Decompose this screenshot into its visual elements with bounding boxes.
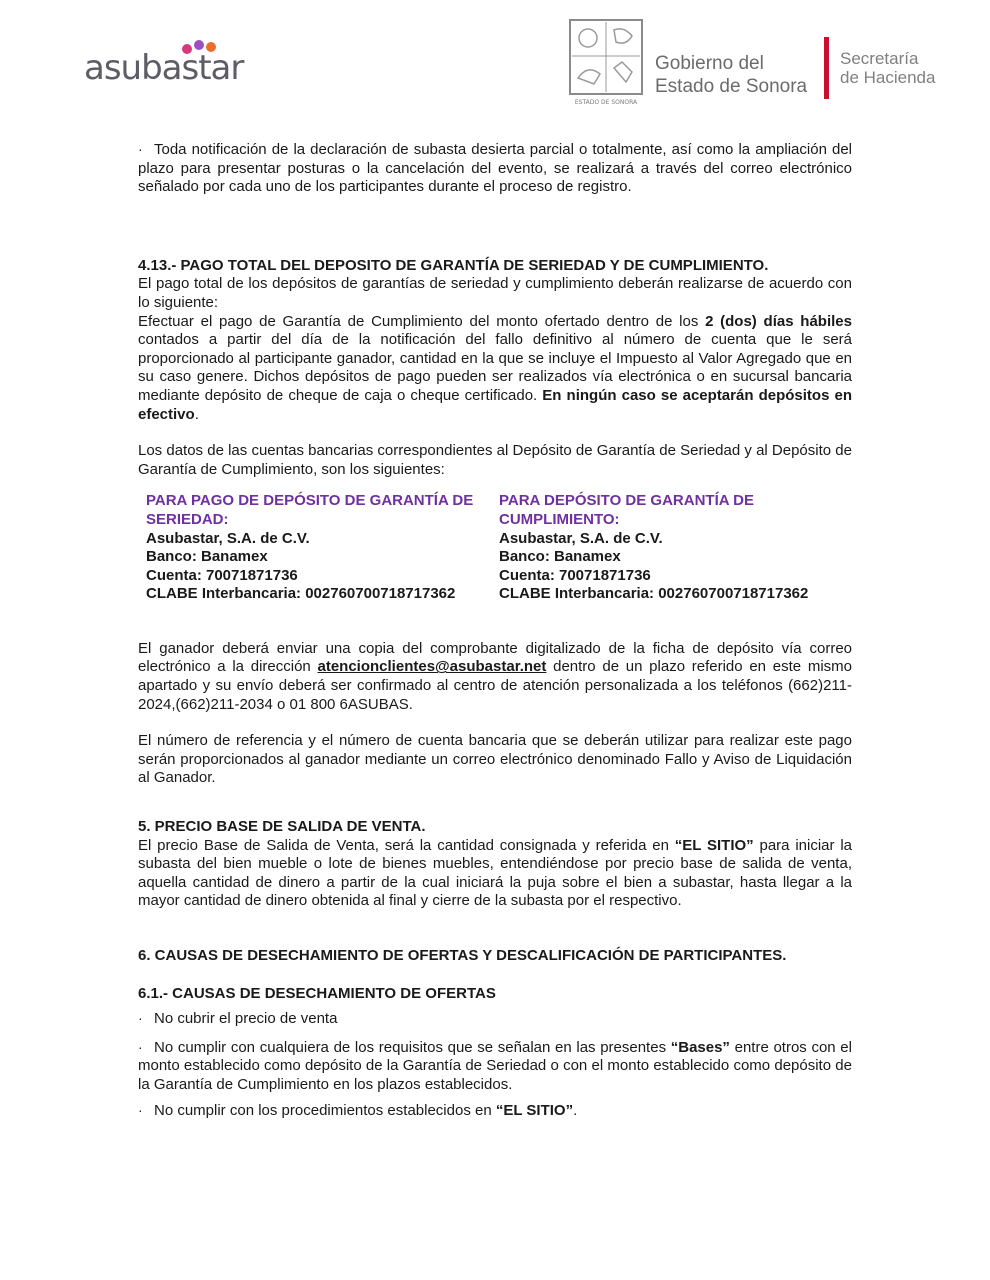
logo-text: asubastar xyxy=(84,48,244,88)
section-4-13-p2: Efectuar el pago de Garantía de Cumplimiento del monto ofertado dentro de los 2 (dos) días hábiles contados a partir del día de la notificación del fallo definitivo al número de cuenta que le será proporcionado al participante ganador, cantidad en la que se incluye el Impuesto al Valor Agregado que en su caso genere. Dichos depósitos de pago pueden ser realizados vía electrónica o en sucursal bancaria mediante depósito de cheque de caja o cheque certificado. En ningún caso se aceptarán depósitos en efectivo. xyxy=(138,312,852,423)
account-seriedad-name: Asubastar, S.A. de C.V. xyxy=(146,529,310,547)
bullet-glyph: · xyxy=(138,141,143,157)
section-4-13-p3: Los datos de las cuentas bancarias correspondientes al Depósito de Garantía de Seriedad y al Depósito de Garantía de Cumplimiento, son los siguientes: xyxy=(138,442,852,478)
sonora-seal-icon xyxy=(568,18,644,106)
section-4-13-p5: El número de referencia y el número de cuenta bancaria que se deberán utilizar para realizar este pago serán proporcionados al ganador mediante un correo electrónico denominado Fallo y Aviso de Liquidación al Ganador. xyxy=(138,732,852,787)
notification-bullet: · Toda notificación de la declaración de subasta desierta parcial o totalmente, así como la ampliación del plazo para presentar posturas o la cancelación del evento, se realizará a través del correo electrónico señalado por cada uno de los participantes durante el proceso de registro. xyxy=(138,141,852,196)
page-header xyxy=(0,0,990,120)
account-cumplimiento-number: Cuenta: 70071871736 xyxy=(499,566,651,584)
section-6-heading: 6. CAUSAS DE DESECHAMIENTO DE OFERTAS Y DESCALIFICACIÓN DE PARTICIPANTES. xyxy=(138,947,787,964)
section-4-13-heading: 4.13.- PAGO TOTAL DEL DEPOSITO DE GARANTÍA DE SERIEDAD Y DE CUMPLIMIENTO. xyxy=(138,256,769,274)
bank-accounts xyxy=(138,492,852,604)
gov-line-2: Estado de Sonora xyxy=(655,76,808,97)
account-seriedad-bank: Banco: Banamex xyxy=(146,548,268,566)
email-link[interactable]: atencionclientes@asubastar.net xyxy=(317,658,547,676)
cause-bullet-1: · No cubrir el precio de venta xyxy=(138,1010,338,1028)
account-seriedad-number: Cuenta: 70071871736 xyxy=(146,566,298,584)
account-cumplimiento-title: PARA DEPÓSITO DE GARANTÍA DE CUMPLIMIENTO: xyxy=(499,492,755,528)
section-4-13-p1: El pago total de los depósitos de garantías de seriedad y cumplimiento deberán realizarse de acuerdo con lo siguiente: xyxy=(138,275,852,311)
section-5-heading: 5. PRECIO BASE DE SALIDA DE VENTA. xyxy=(138,818,426,836)
section-4-13-p4: El ganador deberá enviar una copia del comprobante digitalizado de la ficha de depósito vía correo electrónico a la dirección atencionclientes@asubastar.net dentro de un plazo referido en este mismo apartado y su envío deberá ser confirmado al centro de atención personalizada a los teléfonos (662)211-2024,(662)211-2034 o 01 800 6ASUBAS. xyxy=(138,639,852,713)
section-5-paragraph: El precio Base de Salida de Venta, será la cantidad consignada y referida en “EL SITIO” para iniciar la subasta del bien mueble o lote de bienes muebles, entendiéndose por precio base de salida de venta, aquella cantidad de dinero a partir de la cual iniciará la puja sobre el bien a subastar, hasta llegar a la mayor cantidad de dinero obtenida al final y cierre de la subasta por el respectivo. xyxy=(138,836,852,910)
asubastar-logo xyxy=(84,36,244,88)
sec-line-2: de Hacienda xyxy=(840,68,936,87)
secretaria-hacienda-wordmark xyxy=(840,49,935,87)
account-seriedad xyxy=(146,492,499,604)
red-divider xyxy=(824,37,829,99)
account-cumplimiento-bank: Banco: Banamex xyxy=(499,548,621,566)
account-seriedad-clabe: CLABE Interbancaria: 002760700718717362 xyxy=(146,585,456,603)
gov-line-1: Gobierno del xyxy=(655,53,764,74)
section-6-1-heading: 6.1.- CAUSAS DE DESECHAMIENTO DE OFERTAS xyxy=(138,984,496,1002)
seal-text: ESTADO DE SONORA xyxy=(574,99,638,106)
sec-line-1: Secretaría xyxy=(840,49,919,68)
account-cumplimiento-name: Asubastar, S.A. de C.V. xyxy=(499,529,663,547)
cause-bullet-3: · No cumplir con los procedimientos establecidos en “EL SITIO”. xyxy=(138,1101,578,1119)
document-body xyxy=(138,140,852,1120)
gobierno-sonora-wordmark xyxy=(655,52,807,98)
account-cumplimiento-clabe: CLABE Interbancaria: 002760700718717362 xyxy=(499,585,809,603)
account-cumplimiento xyxy=(499,492,852,604)
cause-bullet-2: · No cumplir con cualquiera de los requisitos que se señalan en las presentes “Bases” entre otros con el monto establecido como depósito de la Garantía de Seriedad o con el monto establecido como depósito de la Garantía de Cumplimiento en los plazos establecidos. xyxy=(138,1038,852,1093)
account-seriedad-title: PARA PAGO DE DEPÓSITO DE GARANTÍA DE SERIEDAD: xyxy=(146,492,474,528)
